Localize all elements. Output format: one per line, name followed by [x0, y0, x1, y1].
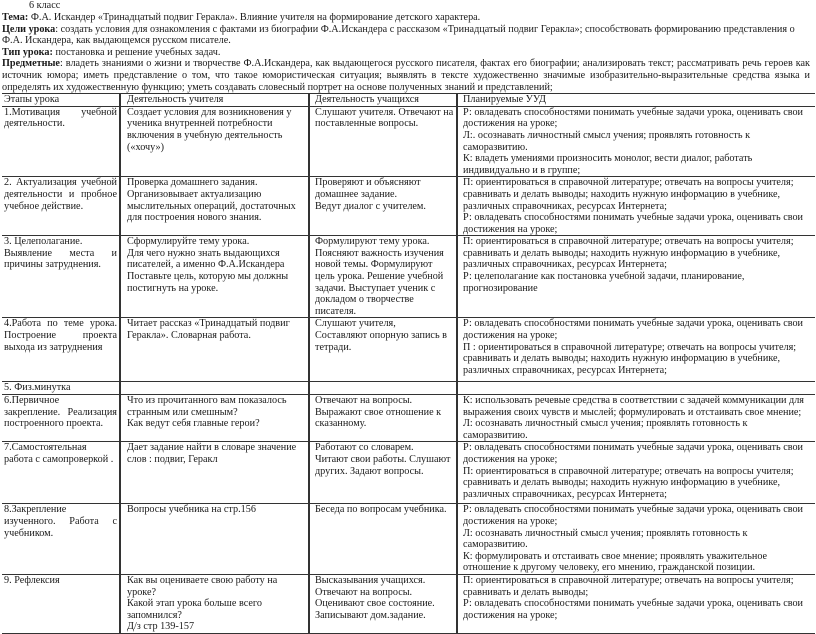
- uud-line: П: ориентироваться в справочной литературе; отвечать на вопросы учителя; сравнивать и делать выводы; находить нужную информацию в учебнике, различных справочниках, ресурсах Интернета;: [463, 465, 794, 500]
- teacher-line: Для чего нужно знать выдающихся писателей, а именно Ф.А.Искандера: [127, 247, 285, 271]
- uud-line: Р: овладевать способностями понимать учебные задачи урока, оценивать свои достижения на уроке;: [463, 504, 804, 527]
- uud-cell: [457, 382, 815, 395]
- teacher-line: Как ведут себя главные герои?: [127, 418, 260, 430]
- teacher-line: Дает задание найти в словаре значение слов : подвиг, Геракл: [127, 442, 297, 465]
- table-body: [2, 106, 815, 633]
- students-line: Ведут диалог с учителем.: [315, 200, 426, 212]
- topic-text: Ф.А. Искандер «Тринадцатый подвиг Геракла». Влияние учителя на формирование детского характера.: [28, 12, 481, 23]
- uud-line: Р: овладевать способностями понимать учебные задачи урока, оценивать свои достижения на уроке;: [463, 106, 804, 130]
- teacher-cell: [120, 236, 309, 318]
- stage-line: 1.Мотивация учебной деятельности.: [4, 106, 117, 130]
- uud-line: Р: овладевать способностями понимать учебные задачи урока, оценивать свои достижения на уроке;: [463, 318, 804, 342]
- uud-cell: [457, 318, 815, 382]
- students-cell: [309, 318, 457, 382]
- students-line: Выражают свое отношение к сказанному.: [315, 406, 442, 430]
- grade-label: 6 класс: [29, 0, 61, 11]
- students-line: Беседа по вопросам учебника.: [315, 504, 447, 516]
- table-row: [2, 395, 815, 442]
- goals-paragraph: [2, 24, 816, 47]
- students-cell: [309, 382, 457, 395]
- stage-cell: [2, 382, 120, 395]
- table-row: [2, 442, 815, 504]
- teacher-cell: [120, 574, 309, 633]
- students-line: Поясняют важность изучения новой темы. Формулируют цель урока. Решение учебной задачи. Выступает ученик с докладом о творчестве писателя.: [315, 247, 444, 317]
- stage-cell: [2, 318, 120, 382]
- uud-line: Р: целеполагание как постановка учебной задачи, планирование, прогнозирование: [463, 271, 745, 294]
- topic-paragraph: [2, 12, 816, 24]
- students-cell: [309, 177, 457, 236]
- lesson-type-text: постановка и решение учебных задач.: [52, 46, 221, 58]
- students-line: Работают со словарем.: [315, 442, 414, 454]
- uud-line: Р: овладевать способностями понимать учебные задачи урока, оценивать свои достижения на уроке;: [463, 442, 804, 465]
- teacher-line: Проверка домашнего задания.: [127, 177, 258, 189]
- teacher-line: Организовывает актуализацию мыслительных операций, достаточных для построения нового знания.: [127, 188, 296, 224]
- students-line: Отвечают на вопросы. Оценивают свое состояние.: [315, 586, 435, 610]
- header-teacher: Деятельность учителя: [120, 94, 309, 107]
- uud-line: К: формулировать и отстаивать свое мнение; проявлять уважительное отношение к другому человеку, его мнению, гражданской позиции.: [463, 550, 768, 574]
- stage-line: 5. Физ.минутка: [4, 382, 71, 394]
- uud-line: Л: осознавать личностный смысл учения; проявлять готовность к саморазвитию.: [463, 527, 748, 551]
- uud-line: П: ориентироваться в справочной литературе; отвечать на вопросы учителя; сравнивать и делать выводы; находить нужную информацию в учебнике, различных справочниках, ресурсах Интернета;: [463, 177, 794, 212]
- table-row: [2, 382, 815, 395]
- header-stage: Этапы урока: [2, 94, 120, 107]
- students-cell: [309, 442, 457, 504]
- uud-cell: [457, 106, 815, 177]
- table-row: [2, 106, 815, 177]
- teacher-cell: [120, 395, 309, 442]
- uud-cell: [457, 236, 815, 318]
- header-students: Деятельность учащихся: [309, 94, 457, 107]
- uud-line: Р: овладевать способностями понимать учебные задачи урока, оценивать свои достижения на уроке;: [463, 212, 804, 235]
- uud-line: К: использовать речевые средства в соответствии с задачей коммуникации для выражения своих чувств и мыслей; формулировать и отстаивать свое мнение;: [463, 395, 804, 418]
- teacher-line: Вопросы учебника на стр.156: [127, 504, 256, 516]
- uud-line: П: ориентироваться в справочной литературе; отвечать на вопросы учителя; сравнивать и делать выводы;: [463, 574, 794, 598]
- uud-line: Р: овладевать способностями понимать учебные задачи урока, оценивать свои достижения на уроке;: [463, 598, 804, 621]
- students-line: Составляют опорную запись в тетради.: [315, 330, 447, 353]
- teacher-cell: [120, 382, 309, 395]
- uud-line: Л: осознавать личностный смысл учения; проявлять готовность к саморазвитию.: [463, 418, 748, 441]
- stage-line: 8.Закрепление изученного. Работа с учебником.: [4, 504, 117, 539]
- stage-cell: [2, 106, 120, 177]
- teacher-line: Какой этап урока больше всего запомнился?: [127, 598, 262, 621]
- uud-line: П : ориентироваться в справочной литературе; отвечать на вопросы учителя; сравнивать и делать выводы; находить нужную информацию в учебнике, различных справочниках, ресурсах Интернета;: [463, 341, 797, 376]
- uud-cell: [457, 395, 815, 442]
- stage-cell: [2, 236, 120, 318]
- uud-cell: [457, 177, 815, 236]
- lesson-type-paragraph: [2, 47, 816, 59]
- subject-results-text: : владеть знаниями о жизни и творчестве Ф.А.Искандера, как выдающегося русского писателя, фактах его биографии; анализировать текст; рассматривать речь героев как источник юмора; иметь представление о том, что такое юмористическая ситуация; выявлять в тексте художественно значимые изобразительно-выразительные средства языка и определять их художественную функцию; уметь создавать словесный портрет на основе полученных знаний и представлений;: [2, 58, 810, 93]
- teacher-line: Что из прочитанного вам показалось странным или смешным?: [127, 395, 287, 418]
- students-cell: [309, 574, 457, 633]
- teacher-line: Поставьте цель, которую мы должны постигнуть на уроке.: [127, 271, 289, 294]
- lesson-plan-table: [2, 93, 815, 634]
- teacher-line: Д/з стр 139-157: [127, 621, 195, 633]
- teacher-line: Как вы оцениваете свою работу на уроке?: [127, 574, 278, 598]
- uud-cell: [457, 442, 815, 504]
- table-row: [2, 574, 815, 633]
- stage-line: 3. Целеполагание.: [4, 236, 83, 248]
- stage-line: 7.Самостоятельная работа с самопроверкой .: [4, 442, 114, 465]
- subject-results-label: Предметные: [2, 58, 60, 70]
- teacher-line: Читает рассказ «Тринадцатый подвиг Геракла». Словарная работа.: [127, 318, 290, 342]
- stage-line: 6.Первичное закрепление. Реализация построенного проекта.: [4, 395, 117, 430]
- header-uud: Планируемые УУД: [457, 94, 815, 107]
- students-line: Высказывания учащихся.: [315, 574, 426, 586]
- lesson-type-label: Тип урока:: [2, 46, 53, 58]
- uud-line: К: владеть умениями произносить монолог, вести диалог, работать индивидуально и в группе;: [463, 153, 753, 176]
- stage-cell: [2, 395, 120, 442]
- stage-cell: [2, 442, 120, 504]
- students-cell: [309, 106, 457, 177]
- students-line: Проверяют и объясняют домашнее задание.: [315, 177, 421, 200]
- stage-line: Выявление места и причины затруднения.: [4, 247, 117, 271]
- teacher-line: Сформулируйте тему урока.: [127, 236, 250, 248]
- teacher-cell: [120, 318, 309, 382]
- uud-cell: [457, 574, 815, 633]
- teacher-cell: [120, 177, 309, 236]
- students-line: Слушают учителя. Отвечают на поставленные вопросы.: [315, 106, 454, 130]
- students-line: Читают свои работы. Слушают других. Задают вопросы.: [315, 454, 451, 477]
- teacher-cell: [120, 106, 309, 177]
- topic-label: Тема:: [2, 12, 29, 23]
- stage-line: 4.Работа по теме урока. Построение проекта выхода из затруднения: [4, 318, 117, 353]
- table-row: [2, 236, 815, 318]
- uud-line: Л:. осознавать личностный смысл учения; проявлять готовность к саморазвитию.: [463, 129, 751, 153]
- teacher-cell: [120, 442, 309, 504]
- uud-line: П: ориентироваться в справочной литературе; отвечать на вопросы учителя; сравнивать и делать выводы; находить нужную информацию в учебнике, различных справочниках, ресурсах Интернета;: [463, 236, 794, 271]
- table-row: [2, 318, 815, 382]
- stage-line: 9. Рефлексия: [4, 574, 60, 586]
- students-line: Формулируют тему урока.: [315, 236, 430, 248]
- students-line: Записывают дом.задание.: [315, 609, 426, 621]
- subject-results-paragraph: [2, 58, 816, 93]
- table-header-row: [2, 94, 815, 107]
- students-line: Отвечают на вопросы.: [315, 395, 413, 407]
- goals-text: : создать условия для ознакомления с фактами из биографии Ф.А.Искандера с рассказом «Тринадцатый подвиг Геракла»; способствовать формированию представления о Ф.А. Искандера, как выдающемся русском писателе.: [2, 23, 795, 47]
- stage-cell: [2, 574, 120, 633]
- teacher-line: Создает условия для возникновения у ученика внутренней потребности включения в учебную деятельность («хочу»): [127, 106, 292, 153]
- students-line: Слушают учителя,: [315, 318, 396, 330]
- table-row: [2, 177, 815, 236]
- stage-cell: [2, 177, 120, 236]
- students-cell: [309, 236, 457, 318]
- goals-label: Цели урока: [2, 23, 56, 35]
- stage-line: 2. Актуализация учебной деятельности и пробное учебное действие.: [4, 177, 117, 212]
- students-cell: [309, 395, 457, 442]
